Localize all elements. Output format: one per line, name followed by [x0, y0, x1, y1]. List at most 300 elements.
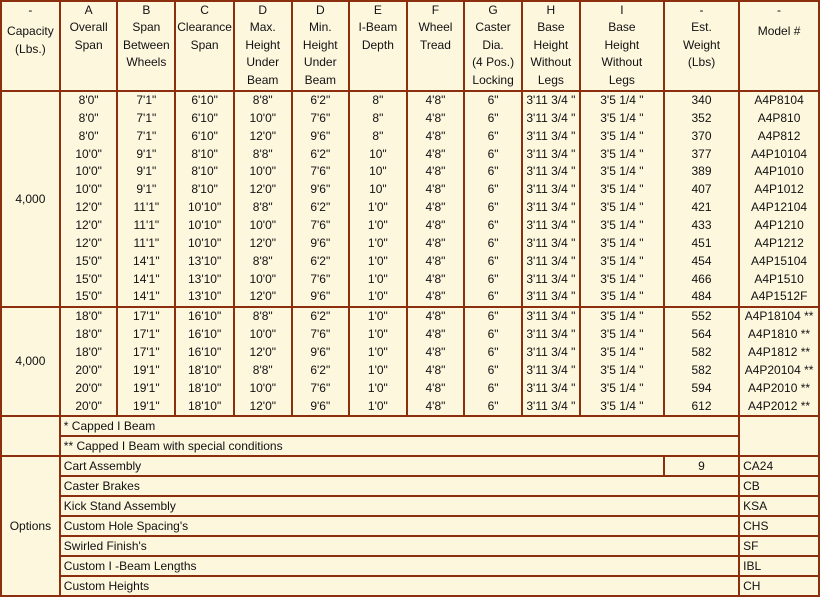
caster-dia-cell: 6" [464, 181, 522, 199]
header-span-between-wheels [117, 1, 175, 91]
span-between-wheels-cell: 9'1" [117, 163, 175, 181]
header-letter: A [84, 3, 93, 17]
note-row [1, 416, 819, 436]
header-label-line: Height [245, 37, 281, 52]
min-height-cell: 9'6" [292, 398, 350, 417]
ibeam-depth-cell: 1'0" [349, 326, 407, 344]
option-code: SF [739, 536, 819, 556]
min-height-cell: 6'2" [292, 199, 350, 217]
caster-dia-cell: 6" [464, 344, 522, 362]
wheel-tread-cell: 4'8" [407, 146, 465, 164]
header-row [1, 1, 819, 91]
min-height-cell: 6'2" [292, 146, 350, 164]
option-row [1, 496, 819, 516]
option-name: Swirled Finish's [60, 536, 739, 556]
base-height-i-cell: 3'5 1/4 " [580, 344, 664, 362]
overall-span-cell: 15'0" [60, 271, 118, 289]
max-height-cell: 10'0" [234, 217, 292, 235]
header-letter: C [200, 3, 209, 17]
model-number-cell: A4P2012 ** [739, 398, 819, 417]
option-code: IBL [739, 556, 819, 576]
est-weight-cell: 340 [664, 91, 739, 110]
model-number-cell: A4P12104 [739, 199, 819, 217]
ibeam-depth-cell: 8" [349, 110, 407, 128]
clearance-span-cell: 13'10" [175, 253, 234, 271]
header-model-number [739, 1, 819, 91]
header-label-line: Under [246, 55, 280, 70]
base-height-i-cell: 3'5 1/4 " [580, 271, 664, 289]
min-height-cell: 9'6" [292, 181, 350, 199]
option-name: Custom Heights [60, 576, 739, 596]
base-height-h-cell: 3'11 3/4 " [522, 380, 580, 398]
header-clearance-span [175, 1, 234, 91]
overall-span-cell: 8'0" [60, 128, 118, 146]
header-letter: H [546, 3, 556, 17]
caster-dia-cell: 6" [464, 380, 522, 398]
caster-dia-cell: 6" [464, 362, 522, 380]
base-height-h-cell: 3'11 3/4 " [522, 91, 580, 110]
table-row [1, 146, 819, 164]
span-between-wheels-cell: 14'1" [117, 253, 175, 271]
model-number-cell: A4P1512F [739, 288, 819, 307]
model-number-cell: A4P812 [739, 128, 819, 146]
header-label-line: I-Beam [358, 20, 398, 35]
model-number-cell: A4P1212 [739, 235, 819, 253]
header-label-line: Base [608, 20, 636, 35]
option-row [1, 516, 819, 536]
capacity-cell: 4,000 [1, 307, 60, 416]
header-wheel-tread [407, 1, 465, 91]
wheel-tread-cell: 4'8" [407, 271, 465, 289]
caster-dia-cell: 6" [464, 398, 522, 417]
header-label-line: Model # [757, 24, 801, 39]
model-number-cell: A4P15104 [739, 253, 819, 271]
model-number-cell: A4P1010 [739, 163, 819, 181]
wheel-tread-cell: 4'8" [407, 181, 465, 199]
clearance-span-cell: 13'10" [175, 271, 234, 289]
header-label-line: Est. [691, 20, 712, 35]
notes-blank-right [739, 416, 819, 456]
min-height-cell: 6'2" [292, 253, 350, 271]
header-label-line: Max. [249, 20, 276, 35]
base-height-h-cell: 3'11 3/4 " [522, 217, 580, 235]
header-letter: - [28, 3, 33, 17]
note-text: * Capped I Beam [60, 416, 739, 436]
clearance-span-cell: 16'10" [175, 344, 234, 362]
header-label-line: Dia. [482, 37, 504, 52]
est-weight-cell: 451 [664, 235, 739, 253]
base-height-i-cell: 3'5 1/4 " [580, 163, 664, 181]
min-height-cell: 6'2" [292, 307, 350, 326]
est-weight-cell: 389 [664, 163, 739, 181]
min-height-cell: 7'6" [292, 163, 350, 181]
header-label-line: (4 Pos.) [472, 55, 515, 70]
clearance-span-cell: 18'10" [175, 398, 234, 417]
header-label-line: Wheel [418, 20, 453, 35]
option-name: Custom Hole Spacing's [60, 516, 739, 536]
clearance-span-cell: 8'10" [175, 163, 234, 181]
span-between-wheels-cell: 9'1" [117, 146, 175, 164]
est-weight-cell: 466 [664, 271, 739, 289]
base-height-h-cell: 3'11 3/4 " [522, 146, 580, 164]
wheel-tread-cell: 4'8" [407, 110, 465, 128]
header-label-line: Depth [361, 37, 394, 52]
max-height-cell: 8'8" [234, 199, 292, 217]
header-label-line: Without [530, 55, 572, 70]
wheel-tread-cell: 4'8" [407, 235, 465, 253]
est-weight-cell: 377 [664, 146, 739, 164]
max-height-cell: 10'0" [234, 163, 292, 181]
base-height-i-cell: 3'5 1/4 " [580, 398, 664, 417]
min-height-cell: 9'6" [292, 344, 350, 362]
max-height-cell: 8'8" [234, 307, 292, 326]
min-height-cell: 9'6" [292, 128, 350, 146]
max-height-cell: 12'0" [234, 128, 292, 146]
capacity-cell: 4,000 [1, 91, 60, 307]
header-letter: E [373, 3, 382, 17]
est-weight-cell: 484 [664, 288, 739, 307]
caster-dia-cell: 6" [464, 235, 522, 253]
model-number-cell: A4P1210 [739, 217, 819, 235]
base-height-h-cell: 3'11 3/4 " [522, 110, 580, 128]
est-weight-cell: 582 [664, 344, 739, 362]
header-letter: B [142, 3, 151, 17]
span-between-wheels-cell: 19'1" [117, 362, 175, 380]
header-label-line: Span [190, 37, 219, 52]
span-between-wheels-cell: 9'1" [117, 181, 175, 199]
wheel-tread-cell: 4'8" [407, 326, 465, 344]
max-height-cell: 10'0" [234, 110, 292, 128]
option-name: Cart Assembly [60, 456, 664, 476]
model-number-cell: A4P810 [739, 110, 819, 128]
table-row [1, 181, 819, 199]
max-height-cell: 12'0" [234, 398, 292, 417]
header-label-line: Min. [308, 20, 332, 35]
min-height-cell: 7'6" [292, 380, 350, 398]
min-height-cell: 6'2" [292, 91, 350, 110]
span-between-wheels-cell: 7'1" [117, 91, 175, 110]
overall-span-cell: 18'0" [60, 307, 118, 326]
ibeam-depth-cell: 1'0" [349, 288, 407, 307]
header-label-line: Span [74, 37, 103, 52]
model-number-cell: A4P20104 ** [739, 362, 819, 380]
option-row [1, 576, 819, 596]
span-between-wheels-cell: 17'1" [117, 344, 175, 362]
header-letter: - [699, 3, 704, 17]
ibeam-depth-cell: 10" [349, 146, 407, 164]
est-weight-cell: 594 [664, 380, 739, 398]
max-height-cell: 12'0" [234, 181, 292, 199]
overall-span-cell: 20'0" [60, 362, 118, 380]
wheel-tread-cell: 4'8" [407, 380, 465, 398]
header-label-line: Tread [420, 37, 451, 52]
header-letter: D [258, 3, 268, 17]
min-height-cell: 6'2" [292, 362, 350, 380]
span-between-wheels-cell: 14'1" [117, 288, 175, 307]
model-number-cell: A4P1810 ** [739, 326, 819, 344]
model-number-cell: A4P1012 [739, 181, 819, 199]
overall-span-cell: 20'0" [60, 398, 118, 417]
base-height-h-cell: 3'11 3/4 " [522, 271, 580, 289]
option-code: CB [739, 476, 819, 496]
caster-dia-cell: 6" [464, 199, 522, 217]
header-label-line: Capacity [7, 24, 54, 39]
table-row [1, 163, 819, 181]
ibeam-depth-cell: 10" [349, 163, 407, 181]
base-height-h-cell: 3'11 3/4 " [522, 288, 580, 307]
header-label-line: Between [122, 37, 170, 52]
header-letter: I [620, 3, 624, 17]
overall-span-cell: 20'0" [60, 380, 118, 398]
min-height-cell: 7'6" [292, 110, 350, 128]
span-between-wheels-cell: 19'1" [117, 398, 175, 417]
overall-span-cell: 15'0" [60, 253, 118, 271]
ibeam-depth-cell: 1'0" [349, 271, 407, 289]
model-number-cell: A4P1812 ** [739, 344, 819, 362]
table-row [1, 235, 819, 253]
table-row [1, 253, 819, 271]
table-row [1, 288, 819, 307]
clearance-span-cell: 16'10" [175, 307, 234, 326]
base-height-i-cell: 3'5 1/4 " [580, 110, 664, 128]
base-height-i-cell: 3'5 1/4 " [580, 181, 664, 199]
caster-dia-cell: 6" [464, 307, 522, 326]
header-label-line: Height [302, 37, 338, 52]
header-label-line: Span [132, 20, 161, 35]
caster-dia-cell: 6" [464, 146, 522, 164]
est-weight-cell: 582 [664, 362, 739, 380]
base-height-i-cell: 3'5 1/4 " [580, 146, 664, 164]
header-max-height [234, 1, 292, 91]
option-code: KSA [739, 496, 819, 516]
base-height-h-cell: 3'11 3/4 " [522, 307, 580, 326]
option-row [1, 556, 819, 576]
ibeam-depth-cell: 8" [349, 91, 407, 110]
ibeam-depth-cell: 1'0" [349, 362, 407, 380]
model-number-cell: A4P8104 [739, 91, 819, 110]
option-weight: 9 [664, 456, 739, 476]
note-text: ** Capped I Beam with special conditions [60, 436, 739, 456]
base-height-h-cell: 3'11 3/4 " [522, 163, 580, 181]
span-between-wheels-cell: 17'1" [117, 326, 175, 344]
clearance-span-cell: 16'10" [175, 326, 234, 344]
clearance-span-cell: 13'10" [175, 288, 234, 307]
overall-span-cell: 10'0" [60, 181, 118, 199]
table-row [1, 110, 819, 128]
wheel-tread-cell: 4'8" [407, 344, 465, 362]
caster-dia-cell: 6" [464, 163, 522, 181]
header-label-line: Legs [608, 72, 635, 87]
base-height-h-cell: 3'11 3/4 " [522, 235, 580, 253]
base-height-h-cell: 3'11 3/4 " [522, 362, 580, 380]
model-number-cell: A4P2010 ** [739, 380, 819, 398]
max-height-cell: 12'0" [234, 235, 292, 253]
header-label-line: Legs [537, 72, 564, 87]
wheel-tread-cell: 4'8" [407, 307, 465, 326]
header-base-height-i [580, 1, 664, 91]
header-overall-span [60, 1, 118, 91]
header-letter: D [315, 3, 325, 17]
header-label-line: Overall [69, 20, 108, 35]
span-between-wheels-cell: 11'1" [117, 217, 175, 235]
clearance-span-cell: 6'10" [175, 91, 234, 110]
span-between-wheels-cell: 19'1" [117, 380, 175, 398]
base-height-h-cell: 3'11 3/4 " [522, 326, 580, 344]
table-row [1, 217, 819, 235]
table-row [1, 271, 819, 289]
option-name: Caster Brakes [60, 476, 739, 496]
table-row [1, 362, 819, 380]
wheel-tread-cell: 4'8" [407, 253, 465, 271]
option-code: CHS [739, 516, 819, 536]
header-label-line: (Lbs.) [15, 41, 46, 56]
header-letter: F [431, 3, 440, 17]
max-height-cell: 10'0" [234, 380, 292, 398]
overall-span-cell: 12'0" [60, 199, 118, 217]
option-row [1, 456, 819, 476]
wheel-tread-cell: 4'8" [407, 163, 465, 181]
header-label-line: Clearance [177, 20, 232, 35]
est-weight-cell: 352 [664, 110, 739, 128]
option-code: CH [739, 576, 819, 596]
caster-dia-cell: 6" [464, 253, 522, 271]
est-weight-cell: 552 [664, 307, 739, 326]
clearance-span-cell: 10'10" [175, 217, 234, 235]
notes-blank-left [1, 416, 60, 456]
ibeam-depth-cell: 1'0" [349, 398, 407, 417]
header-label-line: Height [604, 37, 640, 52]
base-height-i-cell: 3'5 1/4 " [580, 253, 664, 271]
ibeam-depth-cell: 8" [349, 128, 407, 146]
est-weight-cell: 454 [664, 253, 739, 271]
overall-span-cell: 18'0" [60, 344, 118, 362]
table-row [1, 326, 819, 344]
base-height-i-cell: 3'5 1/4 " [580, 235, 664, 253]
wheel-tread-cell: 4'8" [407, 288, 465, 307]
table-row [1, 128, 819, 146]
est-weight-cell: 433 [664, 217, 739, 235]
header-min-height [292, 1, 350, 91]
max-height-cell: 8'8" [234, 253, 292, 271]
caster-dia-cell: 6" [464, 326, 522, 344]
caster-dia-cell: 6" [464, 110, 522, 128]
ibeam-depth-cell: 1'0" [349, 235, 407, 253]
wheel-tread-cell: 4'8" [407, 217, 465, 235]
max-height-cell: 8'8" [234, 91, 292, 110]
wheel-tread-cell: 4'8" [407, 362, 465, 380]
min-height-cell: 9'6" [292, 288, 350, 307]
span-between-wheels-cell: 14'1" [117, 271, 175, 289]
note-row [1, 436, 819, 456]
caster-dia-cell: 6" [464, 217, 522, 235]
min-height-cell: 9'6" [292, 235, 350, 253]
header-base-height-h [522, 1, 580, 91]
base-height-h-cell: 3'11 3/4 " [522, 344, 580, 362]
max-height-cell: 10'0" [234, 326, 292, 344]
header-label-line: Wheels [126, 55, 167, 70]
base-height-h-cell: 3'11 3/4 " [522, 398, 580, 417]
base-height-i-cell: 3'5 1/4 " [580, 362, 664, 380]
base-height-i-cell: 3'5 1/4 " [580, 288, 664, 307]
overall-span-cell: 15'0" [60, 288, 118, 307]
base-height-i-cell: 3'5 1/4 " [580, 380, 664, 398]
option-name: Kick Stand Assembly [60, 496, 739, 516]
est-weight-cell: 370 [664, 128, 739, 146]
header-ibeam-depth [349, 1, 407, 91]
ibeam-depth-cell: 1'0" [349, 217, 407, 235]
header-label-line: Beam [304, 72, 336, 87]
base-height-i-cell: 3'5 1/4 " [580, 91, 664, 110]
table-row [1, 344, 819, 362]
header-label-line: Under [303, 55, 337, 70]
wheel-tread-cell: 4'8" [407, 128, 465, 146]
overall-span-cell: 8'0" [60, 91, 118, 110]
overall-span-cell: 8'0" [60, 110, 118, 128]
max-height-cell: 12'0" [234, 344, 292, 362]
header-label-line: (Lbs) [687, 55, 716, 70]
caster-dia-cell: 6" [464, 128, 522, 146]
ibeam-depth-cell: 1'0" [349, 253, 407, 271]
option-row [1, 536, 819, 556]
base-height-i-cell: 3'5 1/4 " [580, 199, 664, 217]
max-height-cell: 8'8" [234, 146, 292, 164]
header-est-weight [664, 1, 739, 91]
ibeam-depth-cell: 1'0" [349, 199, 407, 217]
caster-dia-cell: 6" [464, 271, 522, 289]
option-row [1, 476, 819, 496]
table-row [1, 91, 819, 110]
span-between-wheels-cell: 7'1" [117, 110, 175, 128]
header-label-line: Beam [247, 72, 279, 87]
caster-dia-cell: 6" [464, 288, 522, 307]
base-height-i-cell: 3'5 1/4 " [580, 128, 664, 146]
max-height-cell: 8'8" [234, 362, 292, 380]
ibeam-depth-cell: 1'0" [349, 380, 407, 398]
table-row [1, 199, 819, 217]
min-height-cell: 7'6" [292, 326, 350, 344]
ibeam-depth-cell: 1'0" [349, 307, 407, 326]
table-row [1, 398, 819, 417]
base-height-h-cell: 3'11 3/4 " [522, 128, 580, 146]
base-height-i-cell: 3'5 1/4 " [580, 307, 664, 326]
header-label-line: Caster [475, 20, 511, 35]
options-label: Options [1, 456, 60, 596]
option-code: CA24 [739, 456, 819, 476]
overall-span-cell: 10'0" [60, 163, 118, 181]
overall-span-cell: 12'0" [60, 235, 118, 253]
ibeam-depth-cell: 1'0" [349, 344, 407, 362]
model-number-cell: A4P10104 [739, 146, 819, 164]
base-height-i-cell: 3'5 1/4 " [580, 217, 664, 235]
span-between-wheels-cell: 11'1" [117, 199, 175, 217]
table-row [1, 307, 819, 326]
span-between-wheels-cell: 11'1" [117, 235, 175, 253]
min-height-cell: 7'6" [292, 217, 350, 235]
ibeam-depth-cell: 10" [349, 181, 407, 199]
clearance-span-cell: 6'10" [175, 128, 234, 146]
clearance-span-cell: 8'10" [175, 181, 234, 199]
clearance-span-cell: 18'10" [175, 380, 234, 398]
base-height-h-cell: 3'11 3/4 " [522, 199, 580, 217]
overall-span-cell: 10'0" [60, 146, 118, 164]
est-weight-cell: 421 [664, 199, 739, 217]
option-name: Custom I -Beam Lengths [60, 556, 739, 576]
overall-span-cell: 18'0" [60, 326, 118, 344]
header-caster-dia [464, 1, 522, 91]
base-height-i-cell: 3'5 1/4 " [580, 326, 664, 344]
clearance-span-cell: 6'10" [175, 110, 234, 128]
wheel-tread-cell: 4'8" [407, 398, 465, 417]
